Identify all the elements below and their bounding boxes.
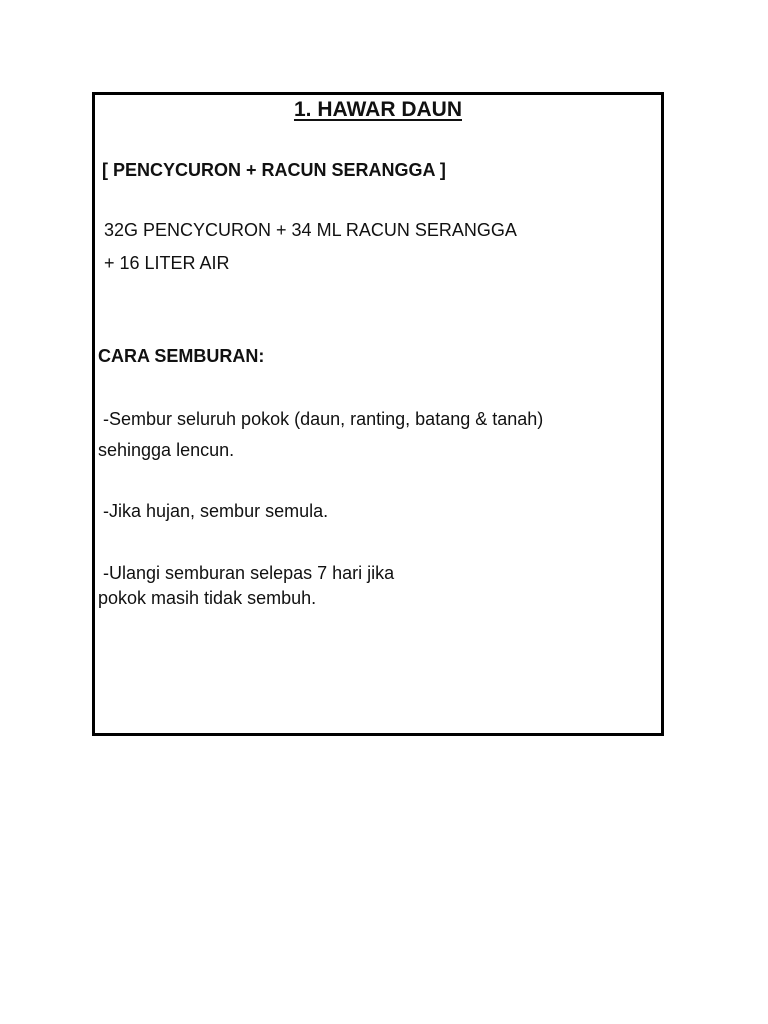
treatment-subtitle: [ PENCYCURON + RACUN SERANGGA ] [102, 160, 446, 180]
mixture-line-1: 32G PENCYCURON + 34 ML RACUN SERANGGA [104, 220, 517, 240]
instruction-1-line-1: -Sembur seluruh pokok (daun, ranting, batang & tanah) [103, 409, 544, 429]
instruction-3-line-2: pokok masih tidak sembuh. [98, 588, 317, 608]
mixture-line-2: + 16 LITER AIR [104, 253, 230, 273]
instruction-1-line-2: sehingga lencun. [98, 440, 235, 460]
content-box [92, 92, 664, 736]
instruction-2-line-1: -Jika hujan, sembur semula. [103, 501, 329, 521]
instruction-3-line-1: -Ulangi semburan selepas 7 hari jika [103, 563, 395, 583]
method-heading: CARA SEMBURAN: [98, 346, 265, 366]
document-title: 1. HAWAR DAUN [293, 98, 462, 121]
